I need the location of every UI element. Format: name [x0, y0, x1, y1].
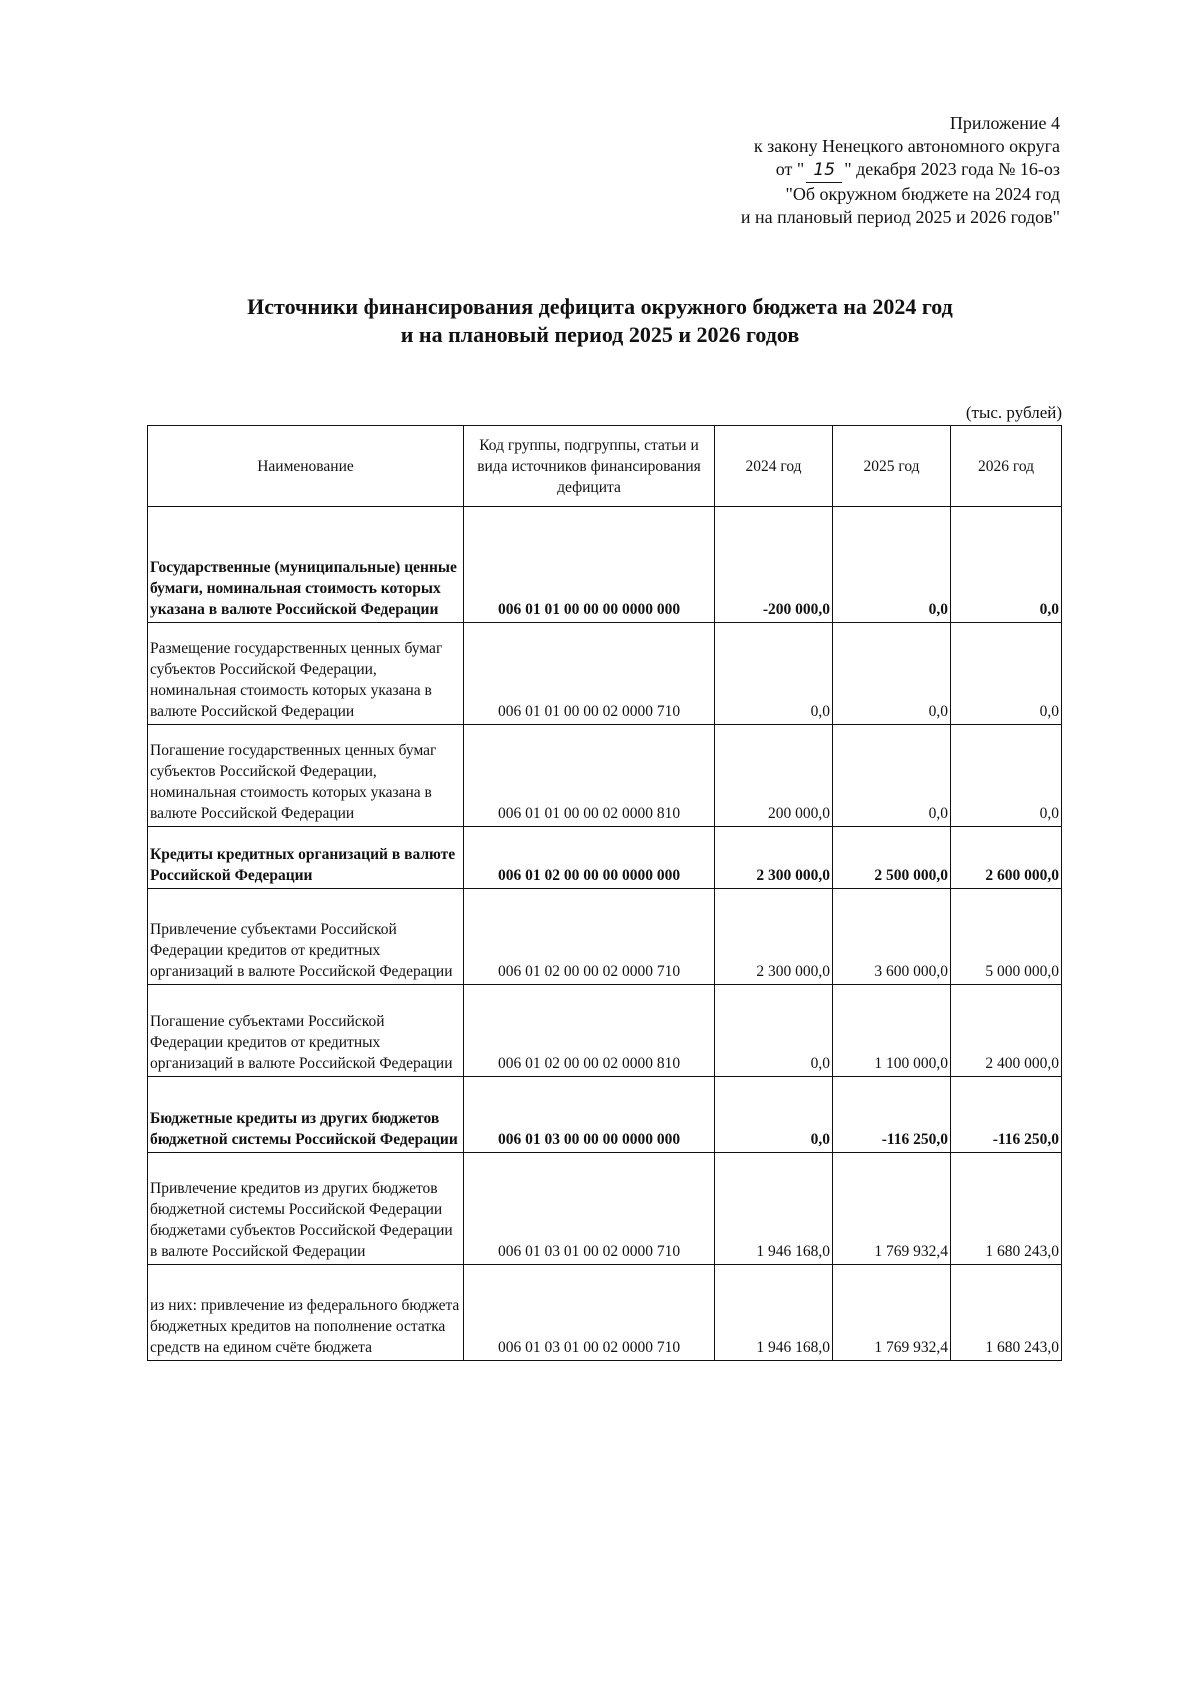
cell-2025: -116 250,0	[833, 1077, 951, 1153]
document-title	[140, 293, 1060, 349]
cell-2024: 0,0	[715, 623, 833, 725]
table-body	[148, 507, 1062, 1361]
column-header-2026: 2026 год	[951, 426, 1062, 507]
table-row	[148, 985, 1062, 1077]
cell-name: Погашение государственных ценных бумаг субъектов Российской Федерации, номинальная стоимость которых указана в валюте Российской Федерации	[148, 725, 464, 827]
cell-code: 006 01 03 01 00 02 0000 710	[464, 1265, 715, 1361]
cell-2026: 2 400 000,0	[951, 985, 1062, 1077]
cell-2026: -116 250,0	[951, 1077, 1062, 1153]
table-row	[148, 1077, 1062, 1153]
table-row	[148, 1153, 1062, 1265]
cell-2024: 0,0	[715, 985, 833, 1077]
date-suffix: " декабря 2023 года № 16-оз	[844, 159, 1060, 179]
cell-2025: 1 769 932,4	[833, 1265, 951, 1361]
units-label: (тыс. рублей)	[965, 403, 1062, 422]
cell-2025: 0,0	[833, 725, 951, 827]
date-prefix: от "	[775, 159, 805, 179]
appendix-header	[741, 112, 1060, 229]
cell-2024: 2 300 000,0	[715, 827, 833, 889]
document-title-line-2: и на плановый период 2025 и 2026 годов	[400, 322, 800, 347]
cell-name: Бюджетные кредиты из других бюджетов бюджетной системы Российской Федерации	[148, 1077, 464, 1153]
cell-2026: 2 600 000,0	[951, 827, 1062, 889]
cell-2025: 1 100 000,0	[833, 985, 951, 1077]
cell-2026: 1 680 243,0	[951, 1153, 1062, 1265]
cell-2024: 200 000,0	[715, 725, 833, 827]
column-header-name: Наименование	[148, 426, 464, 507]
cell-code: 006 01 02 00 00 02 0000 710	[464, 889, 715, 985]
cell-2025: 2 500 000,0	[833, 827, 951, 889]
column-header-2024: 2024 год	[715, 426, 833, 507]
cell-name: Привлечение кредитов из других бюджетов бюджетной системы Российской Федерации бюджетами субъектов Российской Федерации в валюте Российской Федерации	[148, 1153, 464, 1265]
cell-2026: 0,0	[951, 725, 1062, 827]
cell-code: 006 01 03 01 00 02 0000 710	[464, 1153, 715, 1265]
table-row	[148, 623, 1062, 725]
cell-2024: 2 300 000,0	[715, 889, 833, 985]
cell-2026: 5 000 000,0	[951, 889, 1062, 985]
table-row	[148, 1265, 1062, 1361]
table-row	[148, 827, 1062, 889]
date-day-handwritten: 15	[806, 159, 842, 183]
cell-code: 006 01 01 00 00 02 0000 710	[464, 623, 715, 725]
table-row	[148, 507, 1062, 623]
cell-name: Кредиты кредитных организаций в валюте Российской Федерации	[148, 827, 464, 889]
column-header-2025: 2025 год	[833, 426, 951, 507]
table-row	[148, 725, 1062, 827]
table-header-row	[148, 426, 1062, 507]
cell-code: 006 01 02 00 00 00 0000 000	[464, 827, 715, 889]
cell-2024: 0,0	[715, 1077, 833, 1153]
cell-code: 006 01 01 00 00 02 0000 810	[464, 725, 715, 827]
cell-name: Государственные (муниципальные) ценные бумаги, номинальная стоимость которых указана в валюте Российской Федерации	[148, 507, 464, 623]
cell-2026: 0,0	[951, 623, 1062, 725]
financing-sources-table	[147, 425, 1062, 1361]
cell-2024: -200 000,0	[715, 507, 833, 623]
cell-code: 006 01 01 00 00 00 0000 000	[464, 507, 715, 623]
table-row	[148, 889, 1062, 985]
cell-2025: 0,0	[833, 507, 951, 623]
cell-name: Привлечение субъектами Российской Федерации кредитов от кредитных организаций в валюте Российской Федерации	[148, 889, 464, 985]
cell-2026: 0,0	[951, 507, 1062, 623]
cell-2025: 3 600 000,0	[833, 889, 951, 985]
law-reference: к закону Ненецкого автономного округа	[753, 136, 1060, 156]
cell-name: Размещение государственных ценных бумаг субъектов Российской Федерации, номинальная стоимость которых указана в валюте Российской Федерации	[148, 623, 464, 725]
cell-2025: 0,0	[833, 623, 951, 725]
cell-2026: 1 680 243,0	[951, 1265, 1062, 1361]
cell-name: Погашение субъектами Российской Федерации кредитов от кредитных организаций в валюте Российской Федерации	[148, 985, 464, 1077]
document-title-line-1: Источники финансирования дефицита окружного бюджета на 2024 год	[247, 294, 953, 319]
cell-name: из них: привлечение из федерального бюджета бюджетных кредитов на пополнение остатка средств на едином счёте бюджета	[148, 1265, 464, 1361]
cell-code: 006 01 02 00 00 02 0000 810	[464, 985, 715, 1077]
cell-2024: 1 946 168,0	[715, 1153, 833, 1265]
law-title-line-2: и на плановый период 2025 и 2026 годов"	[740, 207, 1060, 227]
cell-code: 006 01 03 00 00 00 0000 000	[464, 1077, 715, 1153]
cell-2024: 1 946 168,0	[715, 1265, 833, 1361]
law-title-line-1: "Об окружном бюджете на 2024 год	[785, 184, 1060, 204]
appendix-number: Приложение 4	[949, 113, 1060, 133]
law-date-line	[741, 158, 1060, 183]
column-header-code: Код группы, подгруппы, статьи и вида источников финансирования дефицита	[464, 426, 715, 507]
cell-2025: 1 769 932,4	[833, 1153, 951, 1265]
